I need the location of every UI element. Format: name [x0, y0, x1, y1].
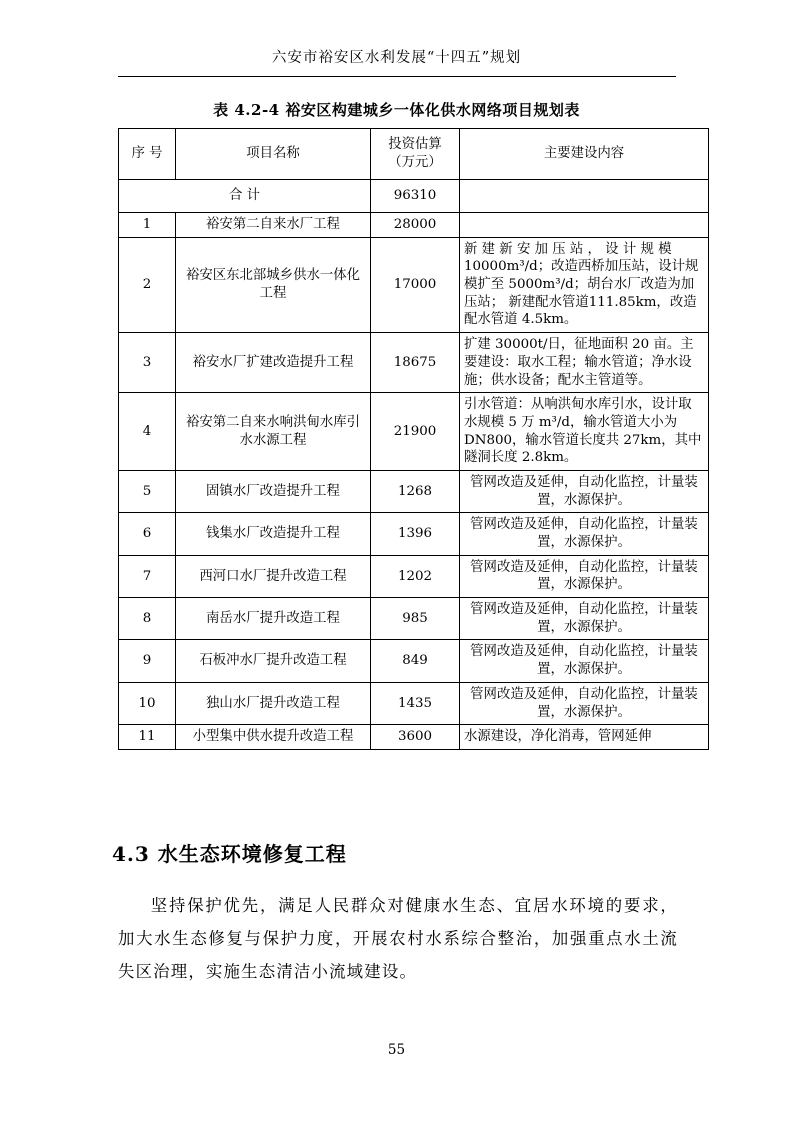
row-desc: 扩建 30000t/日，征地面积 20 亩。主要建设：取水工程；输水管道；净水设施；供水设备；配水主管道等。 [460, 333, 709, 393]
row-no: 2 [119, 237, 176, 332]
plan-table-wrapper [118, 128, 702, 750]
row-amount: 28000 [371, 213, 460, 238]
running-header: 六安市裕安区水利发展“十四五”规划 [271, 50, 522, 66]
column-header-amount-line2: （万元） [388, 155, 442, 170]
row-amount: 849 [371, 640, 460, 682]
table-row [119, 213, 709, 238]
section-heading: 4.3 水生态环境修复工程 [112, 842, 347, 866]
row-amount: 1396 [371, 513, 460, 555]
row-amount: 1202 [371, 555, 460, 597]
row-desc: 管网改造及延伸，自动化监控，计量装置，水源保护。 [460, 513, 709, 555]
row-name: 裕安第二自来水厂工程 [176, 213, 371, 238]
row-name: 钱集水厂改造提升工程 [176, 513, 371, 555]
row-desc: 管网改造及延伸，自动化监控，计量装置，水源保护。 [460, 682, 709, 724]
table-row [119, 393, 709, 471]
table-row [119, 555, 709, 597]
row-no: 9 [119, 640, 176, 682]
row-desc: 管网改造及延伸，自动化监控，计量装置，水源保护。 [460, 555, 709, 597]
table-row [119, 725, 709, 750]
table-row [119, 470, 709, 512]
column-header-no: 序 号 [119, 129, 176, 180]
row-amount: 3600 [371, 725, 460, 750]
total-label: 合 计 [119, 180, 371, 213]
row-amount: 18675 [371, 333, 460, 393]
total-desc [460, 180, 709, 213]
row-desc: 管网改造及延伸，自动化监控，计量装置，水源保护。 [460, 598, 709, 640]
table-caption: 表 4.2-4 裕安区构建城乡一体化供水网络项目规划表 [213, 101, 580, 119]
row-no: 1 [119, 213, 176, 238]
table-row-total [119, 180, 709, 213]
row-no: 3 [119, 333, 176, 393]
row-desc: 管网改造及延伸，自动化监控，计量装置，水源保护。 [460, 470, 709, 512]
column-header-name: 项目名称 [176, 129, 371, 180]
row-name: 石板冲水厂提升改造工程 [176, 640, 371, 682]
row-no: 7 [119, 555, 176, 597]
table-row [119, 333, 709, 393]
row-amount: 1435 [371, 682, 460, 724]
row-name: 裕安区东北部城乡供水一体化工程 [176, 237, 371, 332]
row-name: 小型集中供水提升改造工程 [176, 725, 371, 750]
row-desc: 引水管道：从响洪甸水库引水，设计取水规模 5 万 m³/d，输水管道大小为 DN800，输水管道长度共 27km，其中隧洞长度 2.8km。 [460, 393, 709, 471]
table-row [119, 598, 709, 640]
row-no: 8 [119, 598, 176, 640]
row-desc [460, 213, 709, 238]
plan-table [118, 128, 709, 750]
row-no: 10 [119, 682, 176, 724]
table-body [119, 180, 709, 750]
table-header-row [119, 129, 709, 180]
row-desc: 新 建 新 安 加 压 站 ， 设 计 规 模 10000m³/d；改造西桥加压站，设计规模扩至 5000m³/d；胡台水厂改造为加压站； 新建配水管道111.85km，改造配水管道 4.5km。 [460, 237, 709, 332]
row-desc: 管网改造及延伸，自动化监控，计量装置，水源保护。 [460, 640, 709, 682]
table-row [119, 682, 709, 724]
header-rule [118, 76, 676, 77]
row-amount: 17000 [371, 237, 460, 332]
row-name: 固镇水厂改造提升工程 [176, 470, 371, 512]
table-row [119, 513, 709, 555]
table-header [119, 129, 709, 180]
row-amount: 985 [371, 598, 460, 640]
column-header-amount [371, 129, 460, 180]
table-row [119, 640, 709, 682]
row-no: 6 [119, 513, 176, 555]
row-name: 西河口水厂提升改造工程 [176, 555, 371, 597]
row-amount: 1268 [371, 470, 460, 512]
row-desc: 水源建设，净化消毒，管网延伸 [460, 725, 709, 750]
row-no: 11 [119, 725, 176, 750]
row-no: 4 [119, 393, 176, 471]
page-number: 55 [387, 1042, 406, 1058]
row-amount: 21900 [371, 393, 460, 471]
row-no: 5 [119, 470, 176, 512]
total-amount: 96310 [371, 180, 460, 213]
column-header-amount-line1: 投资估算 [388, 137, 442, 153]
column-header-desc: 主要建设内容 [460, 129, 709, 180]
row-name: 独山水厂提升改造工程 [176, 682, 371, 724]
row-name: 裕安水厂扩建改造提升工程 [176, 333, 371, 393]
row-name: 裕安第二自来水响洪甸水库引水水源工程 [176, 393, 371, 471]
row-name: 南岳水厂提升改造工程 [176, 598, 371, 640]
table-row [119, 237, 709, 332]
section-paragraph: 坚持保护优先，满足人民群众对健康水生态、宜居水环境的要求，加大水生态修复与保护力度，开展农村水系综合整治，加强重点水土流失区治理，实施生态清洁小流域建设。 [118, 896, 678, 981]
